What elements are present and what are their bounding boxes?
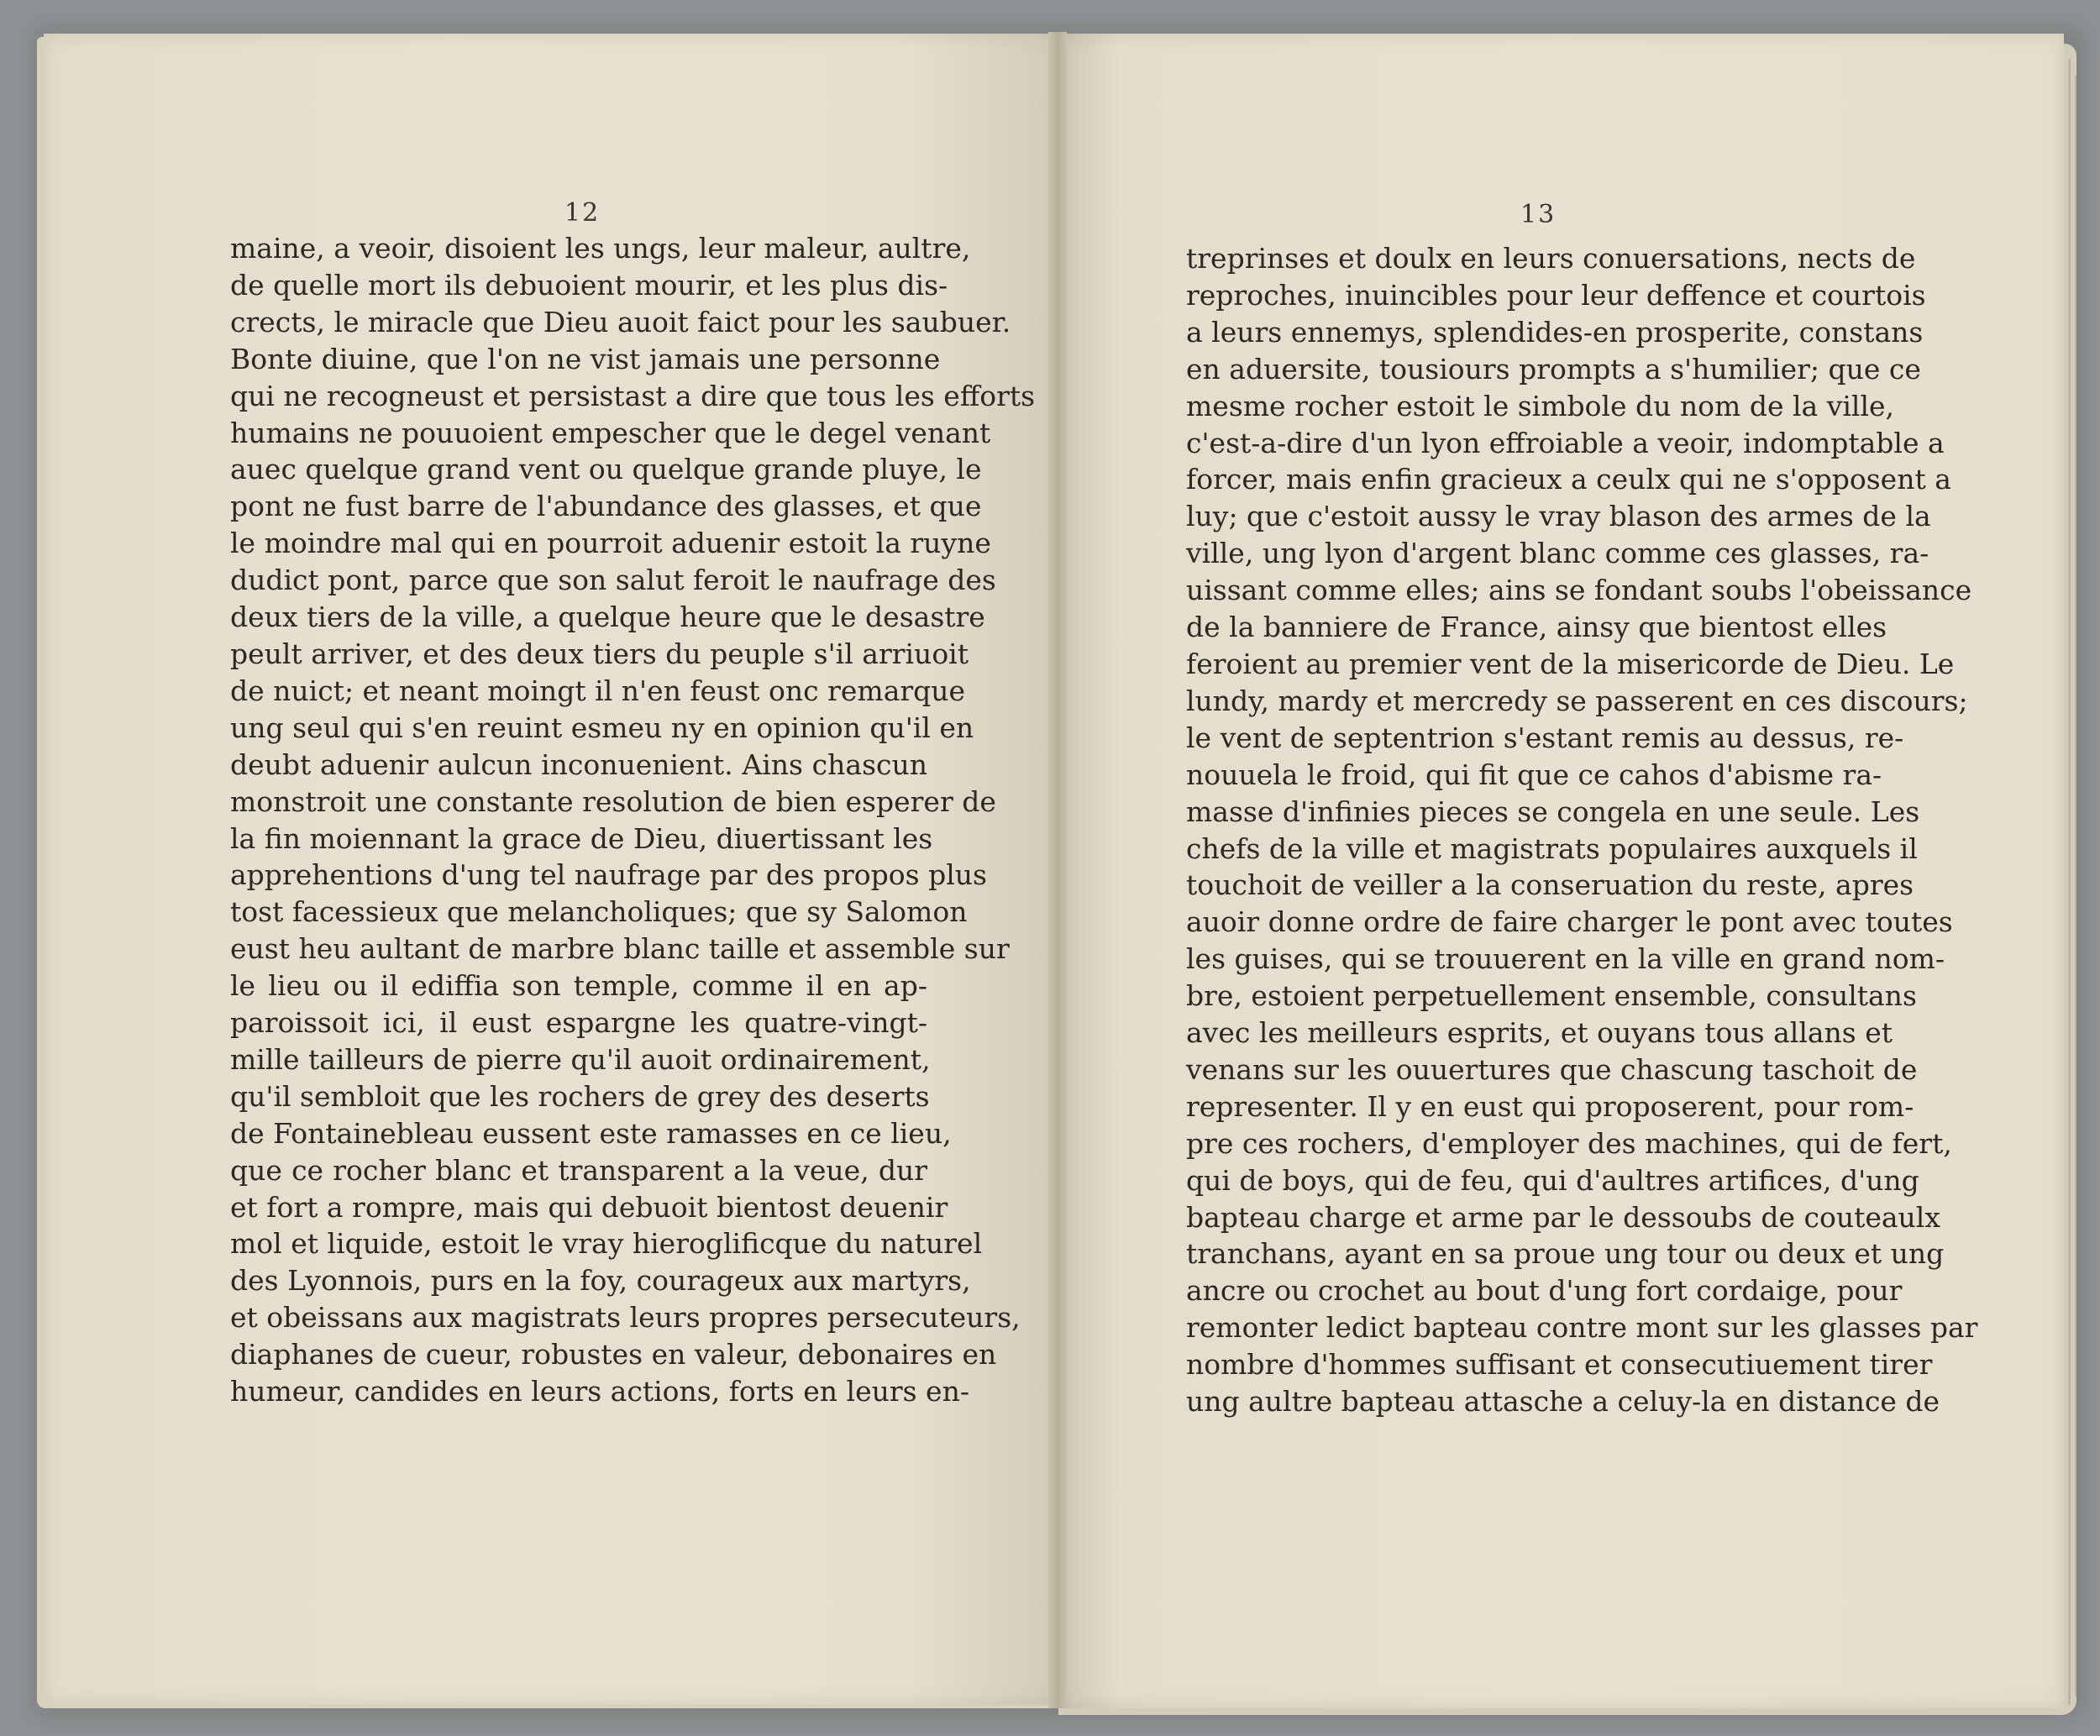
- text-line: apprehentions d'ung tel naufrage par des propos plus: [230, 858, 987, 892]
- text-line: nombre d'hommes suffisant et consecutiuement tirer: [1186, 1348, 1933, 1382]
- right-page-text: [1186, 240, 1978, 1420]
- text-line: crects, le miracle que Dieu auoit faict pour les saubuer.: [230, 305, 1011, 338]
- text-line: deubt aduenir aulcun inconuenient. Ains chascun: [230, 747, 927, 781]
- text-line: qui de boys, qui de feu, qui d'aultres artifices, d'ung: [1186, 1163, 1919, 1197]
- text-line: a leurs ennemys, splendides-en prosperite, constans: [1186, 315, 1924, 349]
- text-line: deux tiers de la ville, a quelque heure que le desastre: [230, 601, 985, 634]
- text-line: luy; que c'estoit aussy le vray blason des armes de la: [1186, 500, 1931, 533]
- text-line: humains ne pouuoient empescher que le degel venant: [230, 416, 991, 449]
- text-line: qui ne recogneust et persistast a dire que tous les efforts: [230, 379, 1036, 412]
- text-line: et obeissans aux magistrats leurs propres persecuteurs,: [230, 1301, 1021, 1335]
- text-line: reproches, inuincibles pour leur deffence et courtois: [1186, 278, 1926, 312]
- text-line: auec quelque grand vent ou quelque grande pluye, le: [230, 453, 982, 486]
- text-line: mille tailleurs de pierre qu'il auoit ordinairement,: [230, 1042, 931, 1076]
- text-line: pre ces rochers, d'employer des machines, qui de fert,: [1186, 1126, 1952, 1160]
- text-line: bre, estoient perpetuellement ensemble, consultans: [1186, 979, 1917, 1013]
- text-line: le moindre mal qui en pourroit aduenir estoit la ruyne: [230, 527, 991, 560]
- text-line: le vent de septentrion s'estant remis au dessus, re-: [1186, 721, 1904, 754]
- text-line: de nuict; et neant moingt il n'en feust onc remarque: [230, 674, 966, 707]
- text-line: uissant comme elles; ains se fondant soubs l'obeissance: [1186, 574, 1972, 607]
- text-line: que ce rocher blanc et transparent a la veue, dur: [230, 1153, 927, 1187]
- text-line: de Fontainebleau eussent este ramasses en ce lieu,: [230, 1116, 952, 1150]
- text-line: diaphanes de cueur, robustes en valeur, debonaires en: [230, 1338, 997, 1371]
- text-line: maine, a veoir, disoient les ungs, leur maleur, aultre,: [230, 232, 971, 265]
- text-line: et fort a rompre, mais qui debuoit bientost deuenir: [230, 1190, 948, 1224]
- text-line: tranchans, ayant en sa proue ung tour ou deux et ung: [1186, 1237, 1945, 1271]
- left-page-text: [230, 230, 1036, 1410]
- text-line: representer. Il y en eust qui proposerent, pour rom-: [1186, 1089, 1914, 1123]
- text-line: chefs de la ville et magistrats populaires auxquels il: [1186, 831, 1918, 865]
- text-line: treprinses et doulx en leurs conuersations, nects de: [1186, 242, 1916, 275]
- left-page-number: 12: [564, 198, 601, 228]
- text-line: auoir donne ordre de faire charger le pont avec toutes: [1186, 905, 1953, 939]
- text-line: mesme rocher estoit le simbole du nom de la ville,: [1186, 389, 1895, 422]
- text-line: bapteau charge et arme par le dessoubs de couteaulx: [1186, 1200, 1940, 1234]
- text-line: le lieu ou il ediffia son temple, comme il en ap-: [230, 969, 927, 1003]
- text-line: forcer, mais enfin gracieux a ceulx qui ne s'opposent a: [1186, 463, 1951, 496]
- text-line: la fin moiennant la grace de Dieu, diuertissant les: [230, 821, 933, 855]
- text-line: pont ne fust barre de l'abundance des glasses, et que: [230, 490, 982, 523]
- text-line: monstroit une constante resolution de bien esperer de: [230, 784, 996, 818]
- text-line: ung aultre bapteau attasche a celuy-la en distance de: [1186, 1385, 1940, 1419]
- text-line: Bonte diuine, que l'on ne vist jamais une personne: [230, 342, 941, 375]
- text-line: nouuela le froid, qui fit que ce cahos d'abisme ra-: [1186, 758, 1882, 791]
- text-line: masse d'infinies pieces se congela en une seule. Les: [1186, 795, 1920, 828]
- book-gutter: [1048, 32, 1067, 1708]
- text-line: feroient au premier vent de la misericorde de Dieu. Le: [1186, 647, 1955, 680]
- text-line: paroissoit ici, il eust espargne les quatre-vingt-: [230, 1006, 927, 1040]
- text-line: ung seul qui s'en reuint esmeu ny en opinion qu'il en: [230, 711, 974, 744]
- text-line: ville, ung lyon d'argent blanc comme ces glasses, ra-: [1186, 537, 1929, 570]
- text-line: c'est-a-dire d'un lyon effroiable a veoir, indomptable a: [1186, 426, 1945, 459]
- text-line: ancre ou crochet au bout d'ung fort cordaige, pour: [1186, 1274, 1903, 1308]
- text-line: de quelle mort ils debuoient mourir, et les plus dis-: [230, 268, 948, 302]
- text-line: lundy, mardy et mercredy se passerent en ces discours;: [1186, 684, 1968, 717]
- text-line: mol et liquide, estoit le vray hieroglificque du naturel: [230, 1227, 983, 1261]
- text-line: les guises, qui se trouuerent en la ville en grand nom-: [1186, 942, 1945, 976]
- text-line: avec les meilleurs esprits, et ouyans tous allans et: [1186, 1016, 1893, 1050]
- page-edge: [2075, 76, 2076, 1697]
- text-line: remonter ledict bapteau contre mont sur les glasses par: [1186, 1311, 1978, 1345]
- text-line: de la banniere de France, ainsy que bientost elles: [1186, 611, 1887, 644]
- right-page-number: 13: [1520, 200, 1557, 229]
- text-line: touchoit de veiller a la conseruation du reste, apres: [1186, 868, 1914, 902]
- text-line: en aduersite, tousiours prompts a s'humilier; que ce: [1186, 352, 1921, 385]
- page-edge: [2068, 59, 2071, 1705]
- text-line: venans sur les ouuertures que chascung taschoit de: [1186, 1052, 1918, 1086]
- text-line: humeur, candides en leurs actions, forts en leurs en-: [230, 1375, 969, 1408]
- text-line: eust heu aultant de marbre blanc taille et assemble sur: [230, 932, 1010, 966]
- text-line: peult arriver, et des deux tiers du peuple s'il arriuoit: [230, 637, 969, 670]
- text-line: des Lyonnois, purs en la foy, courageux aux martyrs,: [230, 1264, 971, 1298]
- text-line: dudict pont, parce que son salut feroit le naufrage des: [230, 564, 996, 597]
- text-line: qu'il sembloit que les rochers de grey des deserts: [230, 1079, 930, 1113]
- text-line: tost facessieux que melancholiques; que sy Salomon: [230, 895, 968, 929]
